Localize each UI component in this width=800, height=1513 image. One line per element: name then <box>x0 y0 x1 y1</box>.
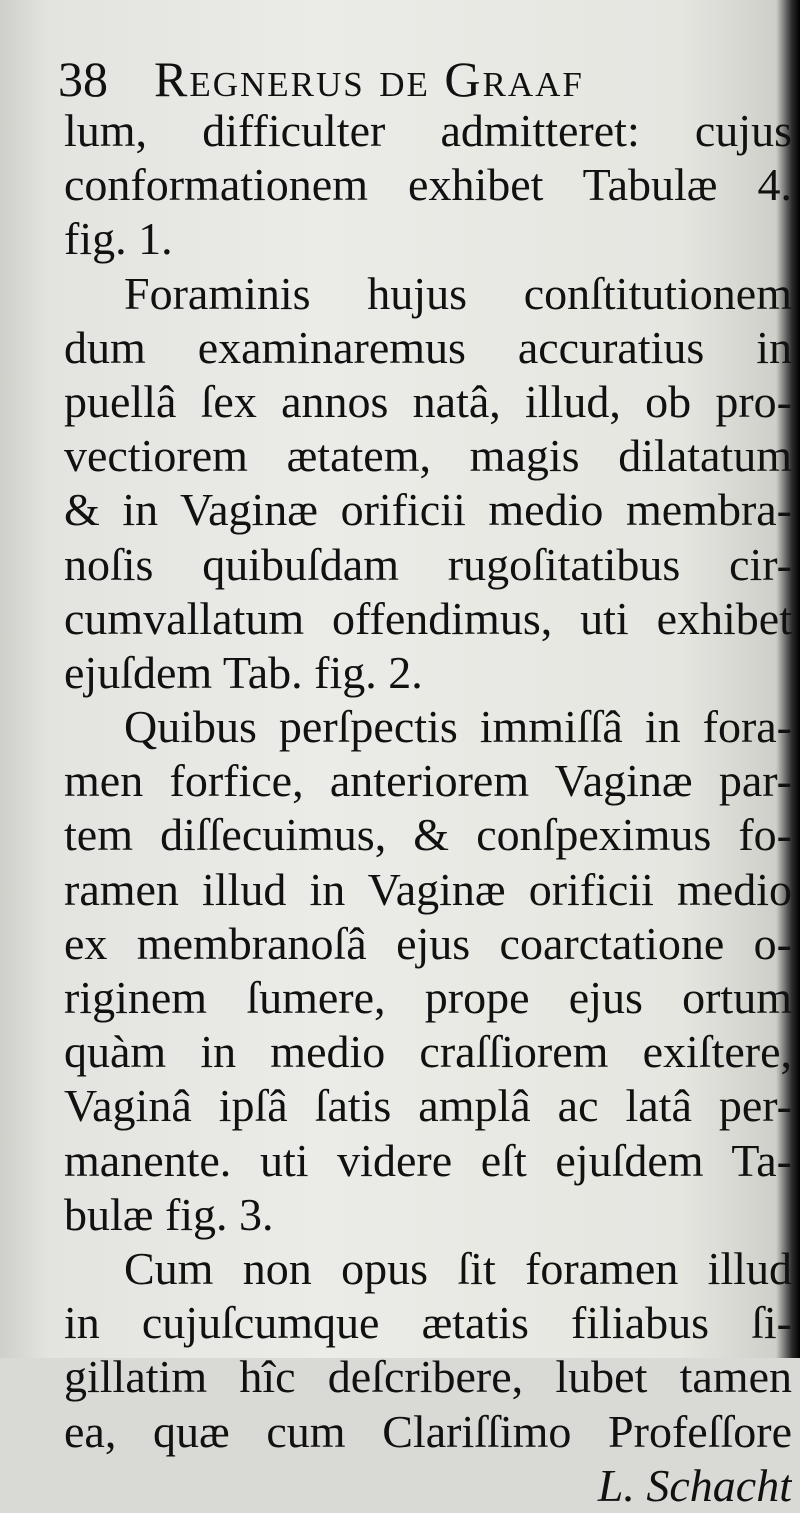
text-line: men forfice, anteriorem Vaginæ par- <box>64 755 792 807</box>
text-line: quàm in medio craſſiorem exiſtere, <box>64 1026 792 1078</box>
catchword: L. Schacht <box>597 1459 792 1511</box>
text-line: in cujuſcumque ætatis filiabus ſi- <box>64 1297 792 1349</box>
text-line: manente. uti videre eſt ejuſdem Ta- <box>64 1134 792 1186</box>
running-head <box>58 46 758 112</box>
page-number: 38 <box>58 51 108 107</box>
text-line: Vaginâ ipſâ ſatis amplâ ac latâ per- <box>64 1080 792 1132</box>
text-line: noſis quibuſdam rugoſitatibus cir- <box>64 538 792 590</box>
text-line: gillatim hîc deſcribere, lubet tamen <box>64 1351 792 1403</box>
paragraph-start-line: Cum non opus ſit foramen illud <box>124 1242 792 1294</box>
text-line: riginem ſumere, prope ejus ortum <box>64 972 792 1023</box>
text-line: tem diſſecuimus, & conſpeximus fo- <box>64 809 792 861</box>
text-line: lum, difficulter admitteret: cujus <box>64 105 792 156</box>
text-line: ejuſdem Tab. fig. 2. <box>64 646 423 698</box>
text-line: puellâ ſex annos natâ, illud, ob pro- <box>64 375 792 427</box>
text-line: ramen illud in Vaginæ orificii medio <box>64 863 792 915</box>
paragraph-start-line: Foraminis hujus conſtitutionem <box>124 267 792 319</box>
text-line: bulæ fig. 3. <box>64 1188 274 1240</box>
text-line: fig. 1. <box>64 213 173 265</box>
paragraph-start-line: Quibus perſpectis immiſſâ in fora- <box>124 701 792 753</box>
body-text <box>64 104 792 1513</box>
text-line: cumvallatum offendimus, uti exhibet <box>64 592 792 644</box>
running-title: Regnerus de Graaf <box>154 51 584 107</box>
text-line: conformationem exhibet Tabulæ 4. <box>64 159 792 211</box>
text-line: ea, quæ cum Clariſſimo Profeſſore <box>64 1405 792 1457</box>
text-line: ex membranoſâ ejus coarctatione o- <box>64 917 792 969</box>
text-line: & in Vaginæ orificii medio membra- <box>64 484 792 536</box>
text-line: dum examinaremus accuratius in <box>64 321 792 373</box>
text-line: vectiorem ætatem, magis dilatatum <box>64 430 792 482</box>
